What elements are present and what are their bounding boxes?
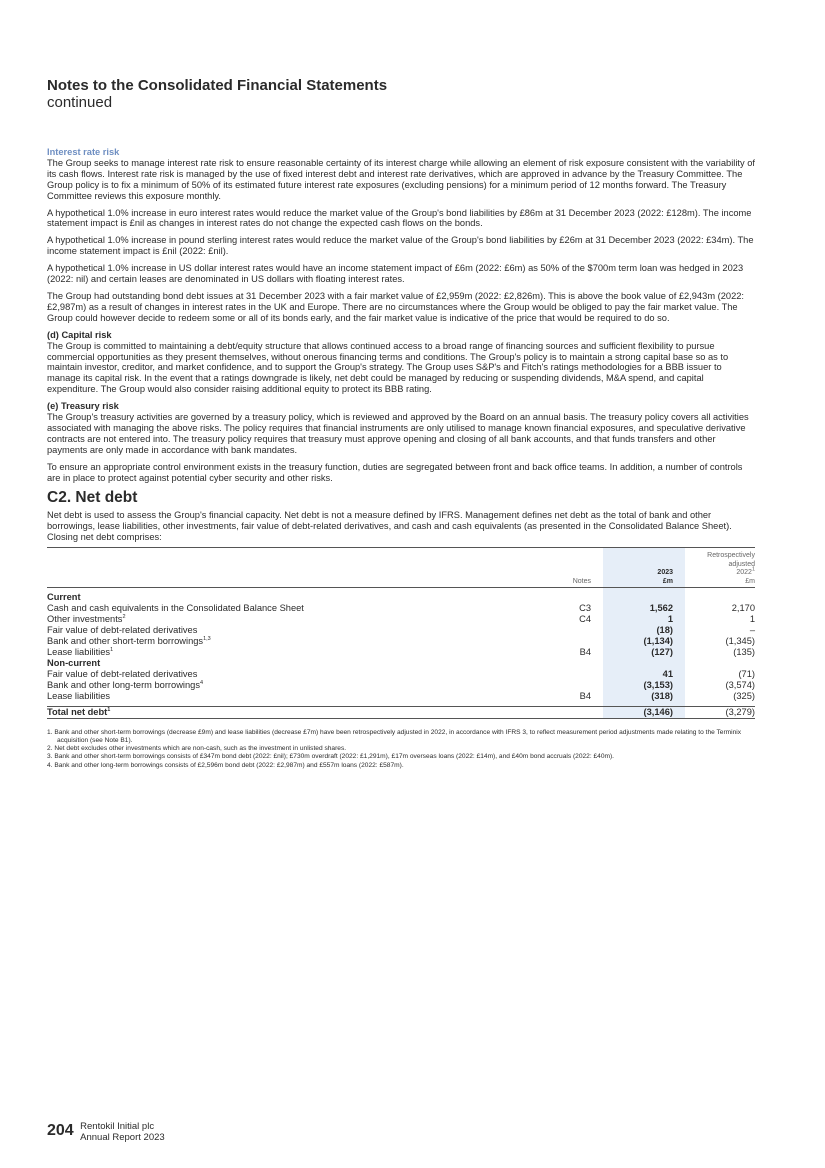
header-2023: [603, 548, 685, 587]
table-row: [47, 647, 755, 658]
row-label-text: Fair value of debt-related derivatives: [47, 624, 198, 635]
page-footer: [47, 1122, 165, 1143]
table-header-row: [47, 548, 755, 587]
net-debt-heading: C2. Net debt: [47, 489, 138, 507]
row-value-2023: (127): [603, 647, 685, 658]
header-2022-unit: £m: [745, 577, 755, 585]
header-2023-unit: £m: [662, 577, 673, 585]
row-note: [531, 680, 603, 691]
total-row: [47, 706, 755, 718]
footnote-ref: 4: [199, 679, 204, 686]
paragraph: A hypothetical 1.0% increase in euro interest rates would reduce the market value of the Group's bond liabilities by £86m at 31 December 2023 (2022: £128m). The income statement impact is £nil as changes in interest rates do not change the expected cash flows on the bonds.: [47, 207, 752, 229]
row-label-text: Cash and cash equivalents in the Consolidated Balance Sheet: [47, 602, 304, 613]
paragraph: The Group had outstanding bond debt issues at 31 December 2023 with a fair market value of £2,959m (2022: £2,826m). This is above the book value of £2,943m (2022: £2,987m) as a result of changes in interest rates in the UK and Europe. There are no circumstances where the Group would be obliged to pay the fair market value. The Group could however decide to redeem some or all of its bonds early, and the fair market value is indicative of the price that would be required to do so.: [47, 290, 745, 323]
total-label: [47, 706, 531, 718]
total-label-text: Total net debt: [47, 706, 108, 717]
page-number: 204: [47, 1122, 74, 1139]
footnote-ref: 1: [110, 646, 114, 653]
row-note: B4: [579, 646, 591, 657]
table-row: [47, 603, 755, 614]
row-label-text: Lease liabilities: [47, 646, 111, 657]
row-value-2022: (3,574): [725, 679, 755, 690]
row-note: C4: [579, 613, 591, 624]
table-row: [47, 669, 755, 680]
row-value-2023: 1,562: [603, 603, 685, 614]
row-value-2022: 1: [749, 613, 755, 624]
total-2023: (3,146): [603, 706, 685, 718]
footnote-ref: 2: [122, 613, 126, 620]
header-2023-year: 2023: [657, 569, 673, 577]
row-value-2023: (18): [603, 625, 685, 636]
row-value-2022: 2,170: [731, 602, 755, 613]
table-row: [47, 680, 755, 691]
row-label: [47, 603, 531, 614]
paragraph: A hypothetical 1.0% increase in US dollar interest rates would have an income statement impact of £6m (2022: £6m) as 50% of the $700m term loan was hedged in 2023 (2022: nil) and certain leases are denominated in US dollars with floating interest rates.: [47, 263, 744, 285]
footnotes: [47, 729, 755, 770]
row-label-text: Bank and other long-term borrowings: [47, 679, 200, 690]
footnote-ref: 1: [107, 706, 111, 713]
noncurrent-rows: [47, 669, 755, 702]
row-note: [531, 669, 603, 680]
row-label: [47, 669, 531, 680]
row-value-2023: (1,134): [603, 636, 685, 647]
table-row: [47, 636, 755, 647]
paragraph: A hypothetical 1.0% increase in pound sterling interest rates would reduce the market value of the Group's bond liabilities by £26m at 31 December 2023 (2022: £34m). The income statement impact is £nil (2022: £nil).: [47, 235, 754, 257]
row-label: [47, 614, 531, 625]
interest-rate-risk-heading: Interest rate risk: [47, 147, 120, 157]
row-label: [47, 647, 531, 658]
row-label-text: Bank and other short-term borrowings: [47, 635, 204, 646]
row-value-2022: –: [749, 624, 755, 635]
row-value-2022: (325): [733, 690, 755, 701]
row-value-2023: 1: [603, 614, 685, 625]
paragraph: The Group seeks to manage interest rate risk to ensure reasonable certainty of its interest charge while allowing an element of risk exposure consistent with the variability of its cash flows. Interest rate risk is managed by the use of fixed interest debt and interest rate derivatives, which are approved in advance by the Treasury Committee. The Group policy is to fix a minimum of 50% of its estimated future interest rate exposures (excluding pensions) for a minimum period of 12 months forward. The Treasury Committee reviews this exposure monthly.: [47, 157, 755, 201]
row-label: [47, 691, 531, 702]
row-label-text: Fair value of debt-related derivatives: [47, 668, 198, 679]
total-note: [531, 706, 603, 718]
row-label: [47, 680, 531, 691]
total-2022: (3,279): [685, 706, 755, 718]
row-value-2022: (135): [733, 646, 755, 657]
row-note: [531, 636, 603, 647]
row-note: [531, 625, 603, 636]
row-note: B4: [579, 690, 591, 701]
footer-report: Annual Report 2023: [80, 1131, 165, 1143]
row-value-2023: (318): [603, 691, 685, 702]
footer-company: Rentokil Initial plc: [80, 1121, 155, 1132]
paragraph: To ensure an appropriate control environment exists in the treasury function, duties are segregated between front and back office teams. In addition, a number of controls are in place to protect against potential cyber security and other risks.: [47, 461, 743, 483]
row-value-2022: (1,345): [725, 635, 755, 646]
row-label: [47, 625, 531, 636]
footnote: 2. Net debt excludes other investments which are non-cash, such as the investment in unlisted shares.: [47, 745, 347, 753]
footnote-ref: 1,3: [203, 635, 211, 642]
row-label: [47, 636, 531, 647]
section-row-current: [47, 592, 755, 603]
paragraph: The Group is committed to maintaining a debt/equity structure that allows continued access to a broad range of financing sources and sufficient flexibility to pursue commercial opportunities as they present themselves, without onerous financing terms and conditions. The Group's policy is to maintain a strong capital base so as to maintain investor, creditor, and market confidence, and to support the Group's strategy. The Group uses S&P's and Fitch's ratings methodologies for a BBB issuer to manage its capital risk. In the event that a ratings downgrade is likely, net debt could be managed by reducing or suspending dividends, M&A spend, and capital expenditure. The Group would also consider raising additional equity to protect its BBB rating.: [47, 340, 729, 395]
footnote: 3. Bank and other short-term borrowings consists of £347m bond debt (2022: £nil); £730m overdraft (2022: £1,291m), £17m overseas loans (2022: £14m), and £40m bond accruals (2022: £40m).: [47, 753, 615, 761]
section-label: Non-current: [47, 657, 101, 668]
section-label: Current: [47, 591, 81, 602]
footnote: 1. Bank and other short-term borrowings (decrease £9m) and lease liabilities (decrease £7m) have been retrospectively adjusted in 2022, in accordance with IFRS 3, to reflect measurement period adjustments made relating to the Terminix acquisition (see Note B1).: [47, 728, 742, 744]
page-subtitle: continued: [47, 94, 113, 111]
section-row-noncurrent: [47, 658, 755, 669]
page-body: [47, 147, 755, 770]
net-debt-table: [47, 547, 755, 718]
row-value-2023: (3,153): [603, 680, 685, 691]
treasury-risk-heading: (e) Treasury risk: [47, 401, 119, 412]
current-rows: [47, 603, 755, 658]
row-value-2022: (71): [738, 668, 755, 679]
header-label-cell: [47, 548, 531, 587]
footer-text: [80, 1122, 165, 1143]
header-2022-line2: adjusted: [728, 560, 755, 568]
table-row: [47, 691, 755, 702]
row-label-text: Other investments: [47, 613, 123, 624]
table-row: [47, 614, 755, 625]
row-note: C3: [579, 602, 591, 613]
capital-risk-heading: (d) Capital risk: [47, 329, 112, 340]
header-2022: [685, 548, 755, 587]
page-title: Notes to the Consolidated Financial Statements: [47, 77, 388, 94]
header-notes: Notes: [572, 577, 591, 585]
header-2022-year: 2022: [736, 569, 752, 577]
paragraph: The Group's treasury activities are governed by a treasury policy, which is reviewed and approved by the Board on an annual basis. The treasury policy covers all activities associated with managing the above risks. The policy requires that financial instruments are only utilised to manage known financial exposures, and speculative derivative contracts are not entered into. The treasury policy requires that treasury must approve opening and closing of all bank accounts, and that funds transfers and other payments are only made in accordance with bank mandates.: [47, 412, 749, 455]
net-debt-intro: Net debt is used to assess the Group's financial capacity. Net debt is not a measure defined by IFRS. Management defines net debt as the total of bank and other borrowings, lease liabilities, other investments, fair value of debt-related derivatives, and cash and cash equivalents (as presented in the Consolidated Balance Sheet). Closing net debt comprises:: [47, 510, 732, 543]
row-value-2023: 41: [603, 669, 685, 680]
table-row: [47, 625, 755, 636]
header-2022-line1: Retrospectively: [707, 552, 755, 560]
footnote-ref: 1: [751, 567, 755, 574]
footnote: 4. Bank and other long-term borrowings consists of £2,596m bond debt (2022: £2,987m) and £557m loans (2022: £587m).: [47, 761, 404, 769]
row-label-text: Lease liabilities: [47, 690, 111, 701]
